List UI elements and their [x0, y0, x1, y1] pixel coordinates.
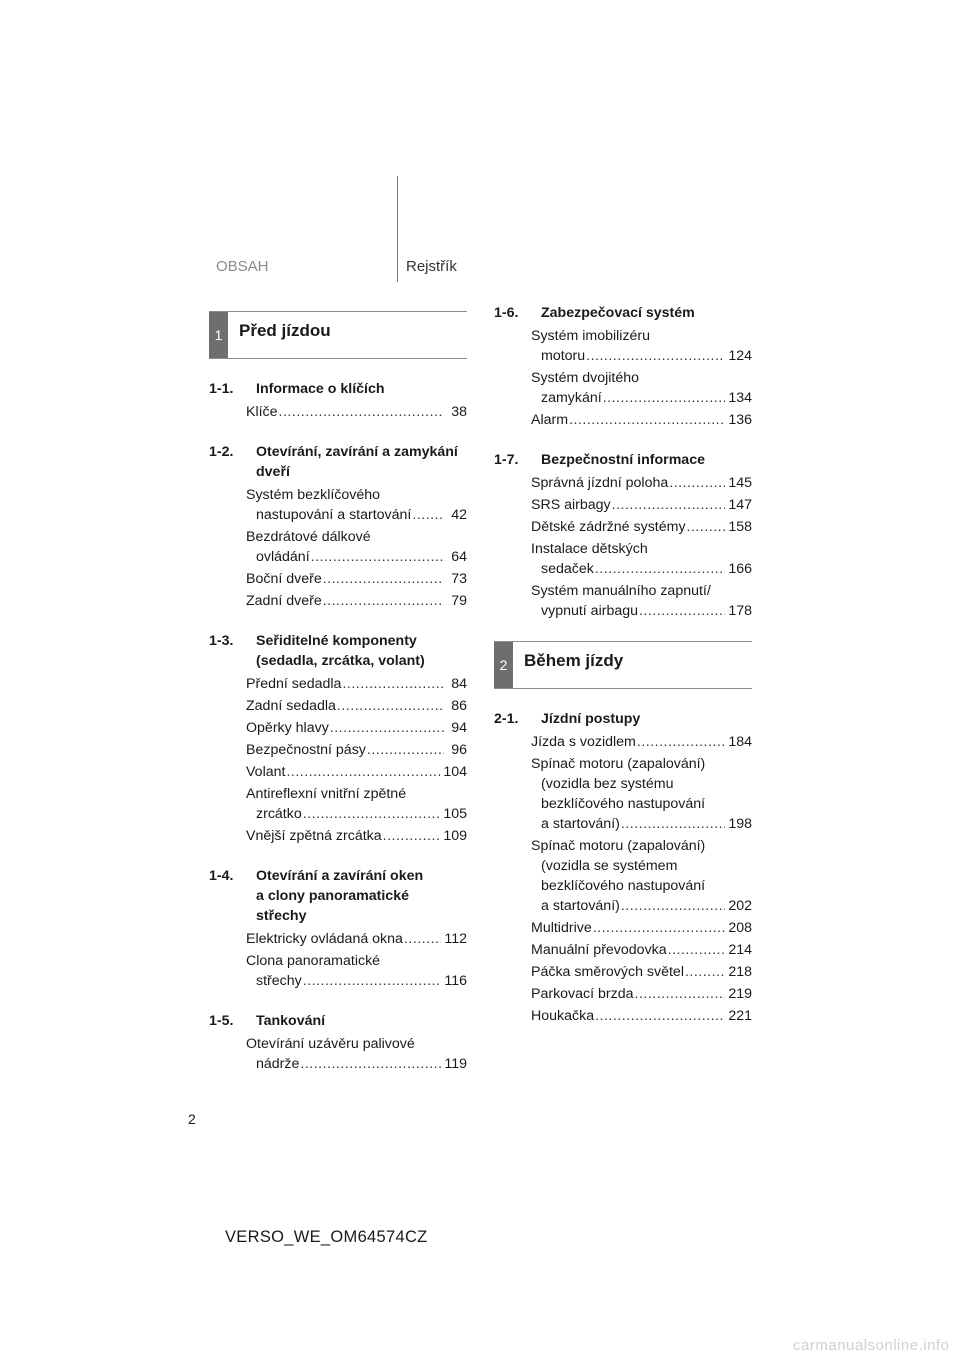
toc-entry[interactable] — [246, 740, 467, 760]
dot-leader — [593, 918, 726, 938]
group-title-line: Zabezpečovací systém — [541, 305, 695, 321]
toc-entry[interactable] — [531, 940, 752, 960]
entry-text: Clona panoramatické — [246, 953, 381, 969]
entry-page: 134 — [728, 390, 752, 406]
dot-leader — [621, 814, 725, 834]
toc-entry[interactable] — [531, 918, 752, 938]
dot-leader — [286, 762, 440, 782]
dot-leader — [569, 410, 725, 430]
toc-entry[interactable] — [246, 591, 467, 611]
group-title-line: Bezpečnostní informace — [541, 452, 705, 468]
entry-text: zrcátko — [256, 806, 302, 822]
group-name — [246, 1011, 467, 1031]
entry-page: 109 — [443, 828, 467, 844]
entry-text: Klíče — [246, 404, 278, 420]
group-title-line: Otevírání a zavírání oken — [256, 868, 424, 884]
dot-leader — [687, 517, 726, 537]
dot-leader — [668, 940, 726, 960]
dot-leader — [603, 388, 726, 408]
nav-obsah-link[interactable]: OBSAH — [216, 258, 269, 275]
toc-entries — [531, 473, 752, 621]
dot-leader — [586, 346, 725, 366]
toc-group — [209, 631, 467, 846]
group-title[interactable] — [209, 1011, 467, 1031]
entry-text: Systém dvojitého — [531, 370, 640, 386]
header-divider — [397, 176, 398, 282]
entry-text: a startování) — [541, 898, 620, 914]
group-number: 1-6. — [494, 305, 519, 321]
entry-text: Elektricky ovládaná okna — [246, 931, 403, 947]
toc-entry[interactable] — [531, 962, 752, 982]
group-number: 1-3. — [209, 633, 234, 649]
group-title-line: střechy — [256, 908, 307, 924]
section-title: Před jízdou — [239, 321, 331, 340]
group-title[interactable] — [209, 379, 467, 399]
section-header-2[interactable] — [494, 641, 752, 689]
dot-leader — [612, 495, 726, 515]
toc-entries — [246, 674, 467, 846]
group-title[interactable] — [209, 442, 467, 482]
dot-leader — [323, 569, 444, 589]
entry-page: 124 — [728, 348, 752, 364]
toc-entry[interactable] — [531, 410, 752, 430]
entry-text: Zadní sedadla — [246, 698, 336, 714]
entry-text: motoru — [541, 348, 586, 364]
group-name — [246, 442, 467, 482]
entry-page: 218 — [728, 964, 752, 980]
watermark: carmanualsonline.info — [793, 1337, 950, 1354]
dot-leader — [635, 984, 726, 1004]
group-title[interactable] — [209, 631, 467, 671]
entry-page: 79 — [451, 593, 467, 609]
entry-text: Systém bezklíčového — [246, 487, 381, 503]
toc-right-column — [494, 303, 752, 1046]
group-title[interactable] — [494, 303, 752, 323]
entry-text: Vnější zpětná zrcátka — [246, 828, 382, 844]
group-number: 2-1. — [494, 711, 519, 727]
entry-text: Otevírání uzávěru palivové — [246, 1036, 415, 1052]
toc-entry[interactable] — [246, 402, 467, 422]
group-name — [531, 450, 752, 470]
group-title-line: (sedadla, zrcátka, volant) — [256, 653, 425, 669]
section-number: 2 — [494, 642, 513, 688]
entry-text: Volant — [246, 764, 286, 780]
section-title: Během jízdy — [524, 651, 624, 670]
toc-entry[interactable] — [531, 1006, 752, 1026]
entry-text: (vozidla se systémem — [541, 858, 678, 874]
dot-leader — [412, 505, 444, 525]
entry-page: 84 — [451, 676, 467, 692]
entry-text: (vozidla bez systému — [541, 776, 674, 792]
entry-text: Opěrky hlavy — [246, 720, 329, 736]
toc-entries — [246, 1034, 467, 1074]
toc-group — [494, 709, 752, 1026]
entry-text: Systém manuálního zapnutí/ — [531, 583, 711, 599]
group-name — [531, 709, 752, 729]
toc-entry[interactable] — [531, 517, 752, 537]
entry-text: Bezpečnostní pásy — [246, 742, 366, 758]
toc-entry[interactable] — [246, 527, 467, 567]
dot-leader — [669, 473, 725, 493]
toc-entry[interactable] — [246, 485, 467, 525]
group-number: 1-4. — [209, 868, 234, 884]
dot-leader — [639, 601, 725, 621]
group-name — [246, 866, 467, 926]
entry-page: 198 — [728, 816, 752, 832]
toc-entry[interactable] — [246, 1034, 467, 1074]
toc-group — [209, 442, 467, 611]
entry-page: 119 — [444, 1056, 467, 1072]
entry-text: Zadní dveře — [246, 593, 322, 609]
group-name — [531, 303, 752, 323]
entry-page: 112 — [444, 931, 467, 947]
entry-text: Bezdrátové dálkové — [246, 529, 371, 545]
section-number: 1 — [209, 312, 228, 358]
group-title-line: Tankování — [256, 1013, 326, 1029]
section-header-1[interactable] — [209, 311, 467, 359]
group-title-line: Otevírání, zavírání a zamykání — [256, 444, 458, 460]
toc-entry[interactable] — [246, 718, 467, 738]
entry-page: 221 — [728, 1008, 752, 1024]
dot-leader — [685, 962, 725, 982]
toc-entries — [531, 732, 752, 1026]
entry-page: 42 — [451, 507, 467, 523]
entry-page: 96 — [451, 742, 467, 758]
dot-leader — [342, 674, 444, 694]
toc-entry[interactable] — [531, 754, 752, 834]
dot-leader — [337, 696, 444, 716]
entry-text: zamykání — [541, 390, 602, 406]
entry-page: 184 — [728, 734, 752, 750]
dot-leader — [279, 402, 444, 422]
group-title-line: Seřiditelné komponenty — [256, 633, 417, 649]
toc-entry[interactable] — [531, 836, 752, 916]
group-title-line: a clony panoramatické — [256, 888, 409, 904]
toc-entries — [246, 402, 467, 422]
toc-entry[interactable] — [531, 732, 752, 752]
toc-entries — [246, 929, 467, 991]
entry-text: Páčka směrových světel — [531, 964, 684, 980]
entry-page: 86 — [451, 698, 467, 714]
group-number: 1-2. — [209, 444, 234, 460]
toc-entry[interactable] — [531, 495, 752, 515]
dot-leader — [383, 826, 441, 846]
group-number: 1-5. — [209, 1013, 234, 1029]
entry-text: bezklíčového nastupování — [541, 796, 706, 812]
entry-text: Spínač motoru (zapalování) — [531, 838, 706, 854]
entry-page: 208 — [728, 920, 752, 936]
toc-entries — [246, 485, 467, 611]
entry-text: vypnutí airbagu — [541, 603, 639, 619]
entry-text: Přední sedadla — [246, 676, 342, 692]
toc-group — [494, 450, 752, 621]
toc-group — [494, 303, 752, 430]
group-title[interactable] — [494, 450, 752, 470]
group-number: 1-7. — [494, 452, 519, 468]
entry-text: Parkovací brzda — [531, 986, 634, 1002]
dot-leader — [311, 547, 444, 567]
dot-leader — [367, 740, 444, 760]
nav-rejstrik-link[interactable]: Rejstřík — [406, 258, 457, 275]
toc-entry[interactable] — [246, 569, 467, 589]
entry-text: Spínač motoru (zapalování) — [531, 756, 706, 772]
toc-entry[interactable] — [531, 473, 752, 493]
dot-leader — [300, 1054, 441, 1074]
toc-left-column — [209, 311, 467, 1094]
entry-text: nádrže — [256, 1056, 300, 1072]
entry-page: 202 — [728, 898, 752, 914]
entry-page: 116 — [444, 973, 467, 989]
entry-page: 105 — [443, 806, 467, 822]
entry-text: Dětské zádržné systémy — [531, 519, 686, 535]
entry-page: 166 — [728, 561, 752, 577]
page-number: 2 — [188, 1111, 196, 1127]
entry-text: nastupování a startování — [256, 507, 412, 523]
toc-entry[interactable] — [246, 951, 467, 991]
entry-page: 94 — [451, 720, 467, 736]
entry-page: 219 — [728, 986, 752, 1002]
entry-text: ovládání — [256, 549, 310, 565]
toc-entry[interactable] — [531, 368, 752, 408]
dot-leader — [621, 896, 725, 916]
dot-leader — [330, 718, 444, 738]
toc-entry[interactable] — [246, 826, 467, 846]
entry-text: Jízda s vozidlem — [531, 734, 636, 750]
toc-entry[interactable] — [531, 539, 752, 579]
group-title[interactable] — [209, 866, 467, 926]
entry-text: bezklíčového nastupování — [541, 878, 706, 894]
toc-entry[interactable] — [246, 784, 467, 824]
entry-page: 147 — [728, 497, 752, 513]
entry-text: Multidrive — [531, 920, 592, 936]
group-name — [246, 379, 467, 399]
group-title-line: Informace o klíčích — [256, 381, 385, 397]
group-number: 1-1. — [209, 381, 234, 397]
toc-group — [209, 866, 467, 991]
entry-page: 178 — [728, 603, 752, 619]
entry-page: 145 — [728, 475, 752, 491]
toc-entries — [531, 326, 752, 430]
group-title[interactable] — [494, 709, 752, 729]
toc-entry[interactable] — [531, 581, 752, 621]
entry-text: Systém imobilizéru — [531, 328, 651, 344]
entry-text: Správná jízdní poloha — [531, 475, 669, 491]
group-title-line: Jízdní postupy — [541, 711, 641, 727]
document-code: VERSO_WE_OM64574CZ — [225, 1228, 428, 1246]
dot-leader — [323, 591, 444, 611]
entry-page: 136 — [728, 412, 752, 428]
dot-leader — [637, 732, 725, 752]
entry-text: SRS airbagy — [531, 497, 611, 513]
dot-leader — [303, 804, 441, 824]
entry-text: Alarm — [531, 412, 569, 428]
group-title-line: dveří — [256, 464, 290, 480]
toc-entry[interactable] — [246, 762, 467, 782]
toc-entry[interactable] — [246, 674, 467, 694]
toc-group — [209, 1011, 467, 1074]
entry-text: Houkačka — [531, 1008, 595, 1024]
entry-page: 64 — [451, 549, 467, 565]
entry-text: a startování) — [541, 816, 620, 832]
dot-leader — [595, 1006, 725, 1026]
entry-text: Antireflexní vnitřní zpětné — [246, 786, 407, 802]
entry-text: sedaček — [541, 561, 594, 577]
entry-text: střechy — [256, 973, 302, 989]
entry-page: 104 — [443, 764, 467, 780]
dot-leader — [404, 929, 441, 949]
toc-entry[interactable] — [246, 929, 467, 949]
group-name — [246, 631, 467, 671]
entry-page: 158 — [728, 519, 752, 535]
entry-page: 214 — [728, 942, 752, 958]
dot-leader — [303, 971, 442, 991]
entry-text: Instalace dětských — [531, 541, 648, 557]
dot-leader — [595, 559, 725, 579]
toc-group — [209, 379, 467, 422]
toc-entry[interactable] — [531, 984, 752, 1004]
entry-text: Boční dveře — [246, 571, 322, 587]
entry-page: 73 — [451, 571, 467, 587]
entry-text: Manuální převodovka — [531, 942, 667, 958]
toc-entry[interactable] — [246, 696, 467, 716]
toc-entry[interactable] — [531, 326, 752, 366]
entry-page: 38 — [451, 404, 467, 420]
